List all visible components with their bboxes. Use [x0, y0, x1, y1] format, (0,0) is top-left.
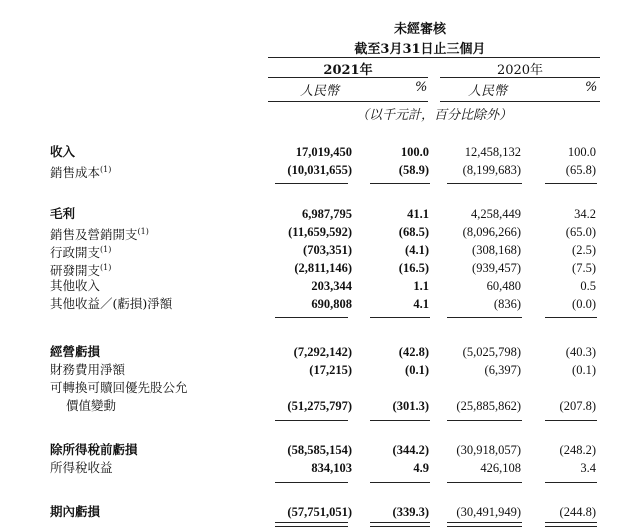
footnote-marker: (1) [100, 263, 112, 272]
row-label: 所得稅收益 [50, 460, 113, 475]
value-2020: (30,918,057) [456, 443, 521, 457]
row-label: 其他收入 [50, 278, 101, 293]
value-2021: (11,659,592) [288, 225, 352, 239]
subtotal-rule [545, 317, 597, 318]
value-2020: 12,458,132 [464, 145, 521, 159]
value-2020: 4,258,449 [471, 207, 521, 221]
value-2021: 6,987,795 [302, 207, 352, 221]
value-2021: (7,292,142) [293, 345, 352, 359]
subtotal-rule [275, 317, 348, 318]
value-2021: (10,031,655) [287, 163, 352, 177]
row-label: 銷售及營銷開支$^{(1)}$ [50, 227, 149, 243]
subtotal-rule [447, 482, 522, 483]
row-label: 價值變動 [66, 398, 117, 413]
value-2021: 834,103 [311, 461, 352, 475]
pct-2020: (248.2) [559, 443, 596, 457]
header-rule-2021 [268, 77, 428, 78]
unit-note: （以千元計，百分比除外） [355, 108, 512, 123]
subtotal-rule [370, 317, 430, 318]
subtotal-rule [370, 482, 430, 483]
pct-2020: (40.3) [565, 345, 596, 359]
value-2020: (6,397) [484, 363, 521, 377]
table-row [0, 161, 641, 179]
pct-2020: (207.8) [559, 399, 596, 413]
footnote-marker: (1) [100, 245, 112, 254]
total-double-rule [545, 522, 597, 527]
value-2020: 426,108 [480, 461, 521, 475]
pct-2020: (0.1) [572, 363, 596, 377]
table-row [0, 361, 641, 379]
table-row [0, 295, 641, 313]
header-year-2021: 2021年 [323, 63, 373, 78]
table-row [0, 259, 641, 277]
pct-2020: 100.0 [567, 145, 596, 159]
subtotal-rule [370, 420, 430, 421]
table-row [0, 343, 641, 361]
subtotal-rule [447, 317, 522, 318]
row-label: 銷售成本$^{(1)}$ [50, 165, 112, 181]
header-pct-2021: % [415, 80, 428, 95]
pct-2021: (58.9) [398, 163, 429, 177]
value-2021: (58,585,154) [287, 443, 352, 457]
footnote-marker: (1) [100, 165, 112, 174]
header-currency-2021: 人民幣 [300, 84, 340, 99]
table-row [0, 459, 641, 477]
pct-2020: (65.0) [565, 225, 596, 239]
pct-2020: (244.8) [559, 505, 596, 519]
pct-2020: (0.0) [572, 297, 596, 311]
row-label: 行政開支$^{(1)}$ [50, 245, 112, 261]
pct-2021: (339.3) [392, 505, 429, 519]
pct-2021: (301.3) [392, 399, 429, 413]
value-2021: (2,811,146) [294, 261, 352, 275]
table-row [0, 143, 641, 161]
value-2021: (703,351) [303, 243, 352, 257]
header-period: 截至3月31日止三個月 [354, 42, 486, 57]
header-rule-unit-2021 [268, 101, 428, 102]
subtotal-rule [447, 183, 522, 184]
subtotal-rule [545, 420, 597, 421]
value-2021: 17,019,450 [295, 145, 352, 159]
value-2020: (836) [493, 297, 521, 311]
header-rule-unit-2020 [440, 101, 600, 102]
footnote-marker: (1) [137, 227, 149, 236]
pct-2020: (65.8) [565, 163, 596, 177]
value-2020: (30,491,949) [456, 505, 521, 519]
total-double-rule [370, 522, 430, 527]
pct-2021: (344.2) [392, 443, 429, 457]
row-label: 研發開支$^{(1)}$ [50, 263, 112, 279]
pct-2021: (42.8) [398, 345, 429, 359]
table-row [0, 241, 641, 259]
value-2021: 690,808 [311, 297, 352, 311]
header-unaudited: 未經審核 [393, 22, 446, 37]
value-2021: (17,215) [309, 363, 352, 377]
pct-2020: 3.4 [580, 461, 596, 475]
table-row [0, 277, 641, 295]
value-2021: 203,344 [311, 279, 352, 293]
row-label: 除所得稅前虧損 [50, 442, 138, 457]
header-currency-2020: 人民幣 [468, 84, 508, 99]
header-pct-2020: % [585, 80, 598, 95]
header-year-2020: 2020年 [496, 63, 544, 78]
table-row [0, 205, 641, 223]
table-row [0, 223, 641, 241]
pct-2021: (0.1) [405, 363, 429, 377]
pct-2021: 4.9 [413, 461, 429, 475]
table-row [0, 379, 641, 397]
pct-2020: 34.2 [574, 207, 596, 221]
pct-2021: 100.0 [400, 145, 429, 159]
value-2020: (5,025,798) [462, 345, 521, 359]
table-row [0, 441, 641, 459]
header-rule-2020 [440, 77, 600, 78]
row-label: 收入 [50, 144, 76, 159]
value-2020: (308,168) [472, 243, 521, 257]
table-row [0, 503, 641, 521]
value-2020: (25,885,862) [456, 399, 521, 413]
row-label: 期內虧損 [50, 504, 101, 519]
row-label: 其他收益／(虧損)淨額 [50, 296, 173, 311]
pct-2021: (16.5) [398, 261, 429, 275]
total-double-rule [447, 522, 522, 527]
value-2020: 60,480 [486, 279, 521, 293]
subtotal-rule [275, 420, 348, 421]
pct-2021: 4.1 [413, 297, 429, 311]
pct-2020: 0.5 [580, 279, 596, 293]
pct-2021: 1.1 [413, 279, 429, 293]
row-label: 財務費用淨額 [50, 362, 126, 377]
subtotal-rule [447, 420, 522, 421]
subtotal-rule [545, 482, 597, 483]
value-2021: (57,751,051) [287, 505, 352, 519]
subtotal-rule [370, 183, 430, 184]
pct-2020: (7.5) [572, 261, 596, 275]
pct-2021: 41.1 [407, 207, 429, 221]
row-label: 經營虧損 [50, 344, 101, 359]
subtotal-rule [275, 183, 348, 184]
value-2021: (51,275,797) [287, 399, 352, 413]
table-row [0, 397, 641, 415]
subtotal-rule [275, 482, 348, 483]
pct-2021: (68.5) [398, 225, 429, 239]
header-rule-top [268, 57, 600, 58]
value-2020: (8,096,266) [462, 225, 521, 239]
value-2020: (939,457) [472, 261, 521, 275]
row-label: 毛利 [50, 206, 76, 221]
row-label: 可轉換可贖回優先股公允 [50, 380, 188, 395]
total-double-rule [275, 522, 348, 527]
pct-2020: (2.5) [572, 243, 596, 257]
value-2020: (8,199,683) [462, 163, 521, 177]
pct-2021: (4.1) [405, 243, 429, 257]
subtotal-rule [545, 183, 597, 184]
